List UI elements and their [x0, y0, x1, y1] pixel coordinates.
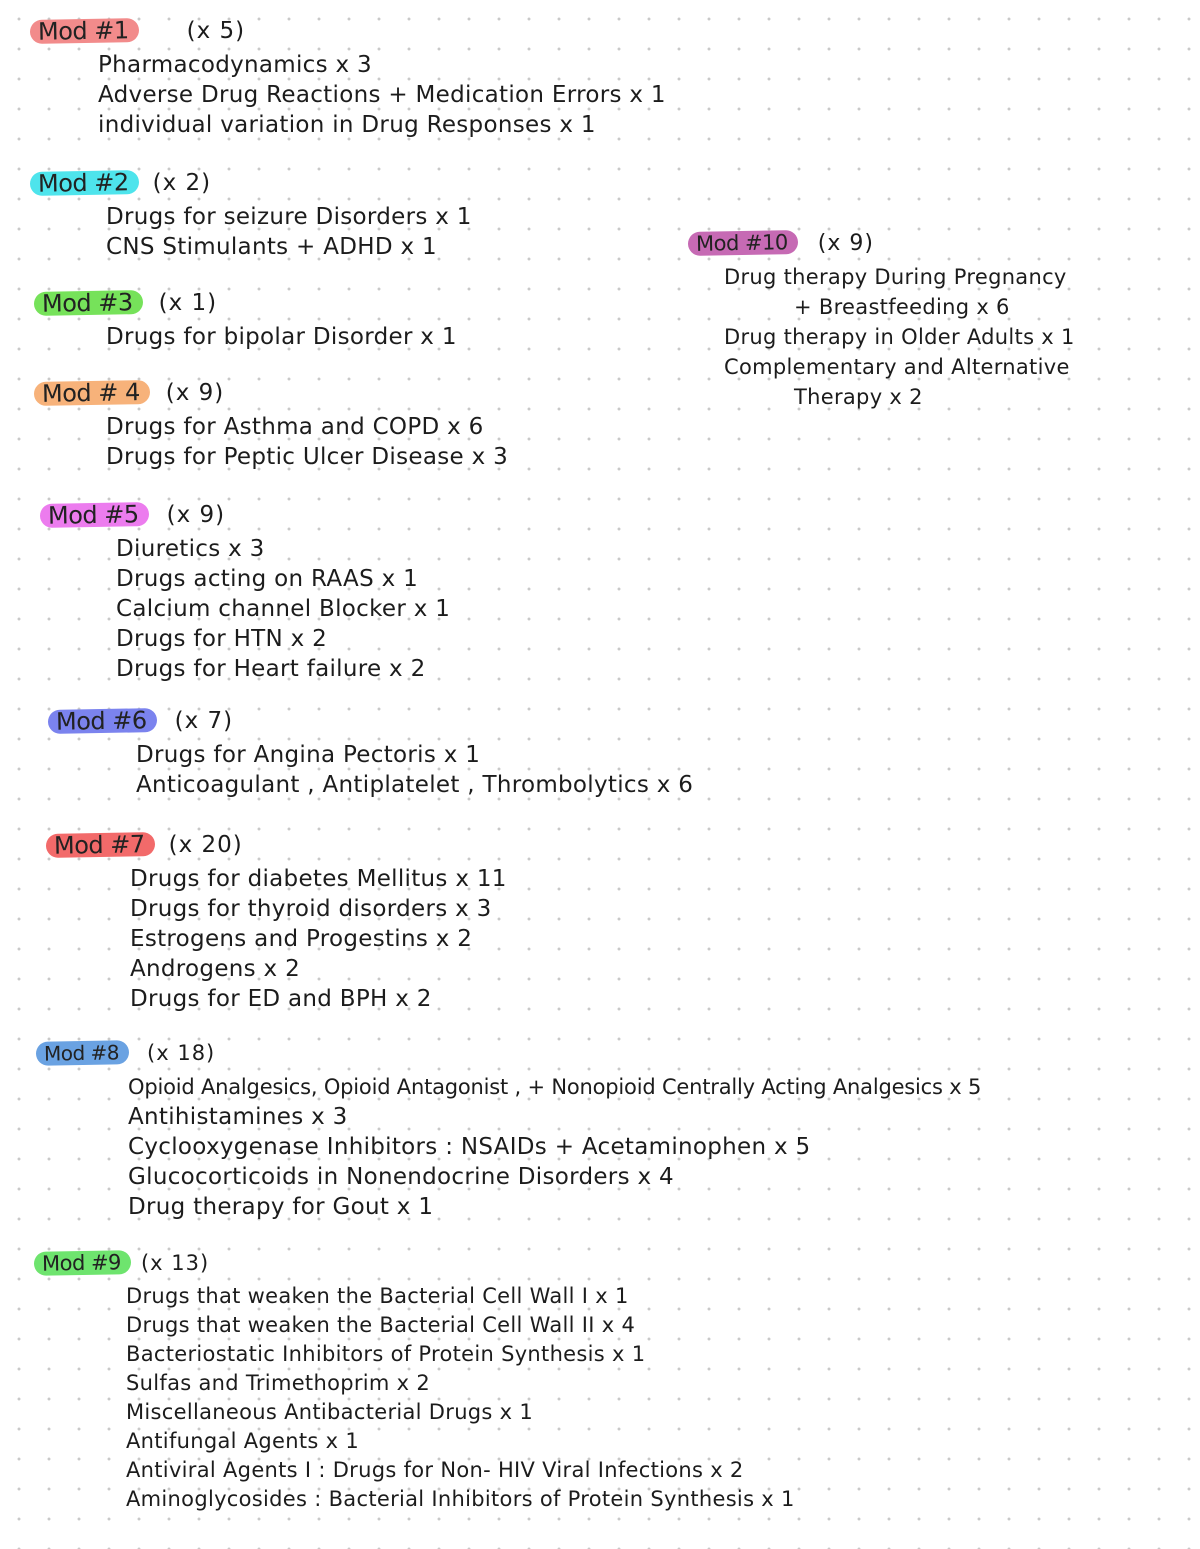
topic-item: Drugs for Asthma and COPD x 6 — [106, 414, 484, 440]
topic-item: Adverse Drug Reactions + Medication Errors x 1 — [98, 82, 666, 108]
module-header — [40, 500, 450, 530]
topic-list — [136, 740, 693, 800]
topic-item: Drug therapy During Pregnancy — [724, 265, 1067, 289]
module-5 — [40, 500, 450, 684]
module-header — [48, 706, 693, 736]
module-count: (x 9) — [165, 380, 225, 406]
module-tag: Mod #3 — [34, 290, 143, 316]
topic-list — [130, 864, 507, 1014]
topic-item: Complementary and Alternative — [724, 355, 1070, 379]
topic-item: Androgens x 2 — [130, 956, 301, 982]
module-7 — [46, 830, 507, 1014]
module-tag: Mod #9 — [34, 1250, 131, 1276]
module-count: (x 9) — [166, 502, 226, 528]
topic-list — [106, 202, 472, 262]
topic-item: CNS Stimulants + ADHD x 1 — [106, 234, 437, 260]
module-count: (x 7) — [174, 708, 234, 734]
topic-item: Drugs for Peptic Ulcer Disease x 3 — [106, 444, 509, 470]
module-tag: Mod #8 — [36, 1040, 129, 1066]
topic-item: Drugs for bipolar Disorder x 1 — [106, 324, 457, 350]
topic-item: Calcium channel Blocker x 1 — [116, 596, 451, 622]
topic-item: Pharmacodynamics x 3 — [98, 52, 372, 78]
topic-item: Sulfas and Trimethoprim x 2 — [126, 1371, 431, 1395]
topic-item: Drugs for Angina Pectoris x 1 — [136, 742, 481, 768]
module-4 — [34, 378, 508, 472]
module-count: (x 20) — [168, 832, 243, 858]
module-count: (x 1) — [158, 290, 218, 316]
topic-list — [106, 322, 457, 352]
topic-item: Antihistamines x 3 — [128, 1104, 348, 1130]
module-count: (x 2) — [152, 170, 212, 196]
topic-item: Drugs that weaken the Bacterial Cell Wall II x 4 — [126, 1313, 636, 1337]
module-2 — [30, 168, 472, 262]
topic-list — [106, 412, 508, 472]
topic-list — [126, 1282, 795, 1514]
module-1 — [30, 16, 666, 140]
topic-item: Drugs for thyroid disorders x 3 — [130, 896, 492, 922]
module-tag: Mod #5 — [40, 502, 149, 528]
topic-list — [116, 534, 450, 684]
topic-item: Drugs for diabetes Mellitus x 11 — [130, 866, 507, 892]
module-10 — [688, 228, 1075, 412]
topic-list — [128, 1072, 981, 1222]
module-3 — [34, 288, 457, 352]
module-header — [46, 830, 507, 860]
module-9 — [34, 1248, 795, 1514]
module-count: (x 13) — [140, 1251, 210, 1275]
topic-item: Diuretics x 3 — [116, 536, 265, 562]
module-tag: Mod #1 — [30, 18, 139, 44]
topic-item: Cyclooxygenase Inhibitors : NSAIDs + Acetaminophen x 5 — [128, 1134, 811, 1160]
module-count: (x 5) — [186, 18, 246, 44]
topic-item: Antiviral Agents I : Drugs for Non- HIV Viral Infections x 2 — [126, 1458, 744, 1482]
topic-item: Drugs for seizure Disorders x 1 — [106, 204, 472, 230]
topic-item: Drug therapy for Gout x 1 — [128, 1194, 434, 1220]
module-tag: Mod #6 — [48, 708, 157, 734]
topic-item: Anticoagulant , Antiplatelet , Thrombolytics x 6 — [136, 772, 694, 798]
topic-item: Drugs for HTN x 2 — [116, 626, 328, 652]
module-count: (x 9) — [817, 230, 874, 256]
topic-list — [724, 262, 1075, 412]
module-count: (x 18) — [147, 1041, 216, 1065]
topic-item: + Breastfeeding x 6 — [794, 295, 1010, 319]
module-tag: Mod # 4 — [34, 380, 150, 406]
topic-item: Drugs that weaken the Bacterial Cell Wall I x 1 — [126, 1284, 629, 1308]
topic-item: Opioid Analgesics, Opioid Antagonist , + Nonopioid Centrally Acting Analgesics x 5 — [128, 1075, 982, 1099]
topic-item: Antifungal Agents x 1 — [126, 1429, 360, 1453]
module-tag: Mod #7 — [46, 832, 155, 858]
topic-item: Estrogens and Progestins x 2 — [130, 926, 473, 952]
module-header — [688, 228, 1075, 258]
module-6 — [48, 706, 693, 800]
module-tag: Mod #2 — [30, 170, 139, 196]
module-header — [34, 1248, 795, 1278]
topic-list — [98, 50, 666, 140]
topic-item: individual variation in Drug Responses x 1 — [98, 112, 596, 138]
topic-item: Drugs acting on RAAS x 1 — [116, 566, 419, 592]
topic-item: Bacteriostatic Inhibitors of Protein Synthesis x 1 — [126, 1342, 646, 1366]
module-header — [36, 1038, 981, 1068]
topic-item: Miscellaneous Antibacterial Drugs x 1 — [126, 1400, 534, 1424]
topic-item: Aminoglycosides : Bacterial Inhibitors of Protein Synthesis x 1 — [126, 1487, 795, 1511]
module-header — [34, 378, 508, 408]
module-8 — [36, 1038, 981, 1222]
module-header — [34, 288, 457, 318]
module-header — [30, 168, 472, 198]
module-header — [30, 16, 666, 46]
module-tag: Mod #10 — [688, 230, 798, 256]
topic-item: Glucocorticoids in Nonendocrine Disorders x 4 — [128, 1164, 674, 1190]
topic-item: Therapy x 2 — [794, 385, 923, 409]
topic-item: Drug therapy in Older Adults x 1 — [724, 325, 1075, 349]
topic-item: Drugs for ED and BPH x 2 — [130, 986, 432, 1012]
topic-item: Drugs for Heart failure x 2 — [116, 656, 426, 682]
